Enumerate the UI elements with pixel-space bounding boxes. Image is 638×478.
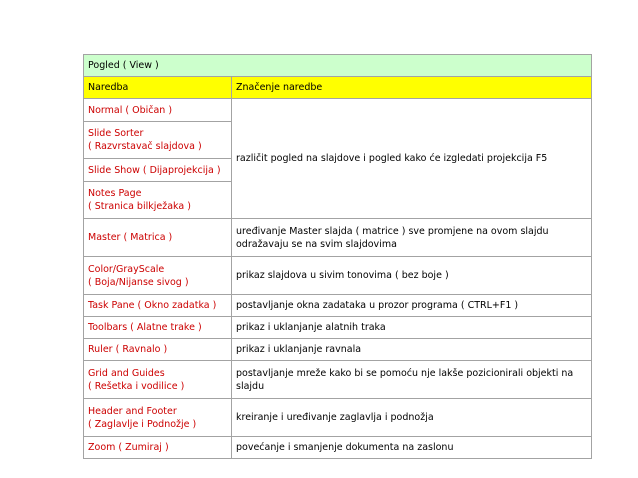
meaning-cell [232,317,592,339]
table-row [84,219,592,257]
command-text: ( Zaglavlje i Podnožje ) [88,418,197,430]
meaning-text: postavljanje mreže kako bi se pomoću nje lakše pozicionirali objekti na [236,367,574,379]
command-text: ( Boja/Nijanse sivog ) [88,276,189,288]
column-header-meaning: Značenje naredbe [232,77,592,99]
meaning-cell [232,295,592,317]
command-cell [84,257,232,295]
command-text: ( Stranica bilkježaka ) [88,201,191,212]
command-text: ( Rešetka i vodilice ) [88,380,185,392]
command-cell [84,437,232,459]
meaning-cell [232,339,592,361]
meaning-text: uređivanje Master slajda ( matrice ) sve promjene na ovom slajdu [236,225,549,237]
table-row [84,257,592,295]
command-cell [84,317,232,339]
meaning-text: povećanje i smanjenje dokumenta na zaslonu [236,442,454,453]
command-text: Zoom ( Zumiraj ) [88,442,169,453]
command-text: Ruler ( Ravnalo ) [88,344,168,355]
table-row [84,295,592,317]
command-text: Color/GrayScale [88,263,165,275]
command-cell [84,182,232,219]
command-text: Slide Show ( Dijaprojekcija ) [88,164,221,176]
command-text: Header and Footer [88,405,177,417]
command-cell [84,361,232,399]
command-cell [84,99,232,122]
table-header-row [84,77,592,99]
meaning-cell [232,219,592,257]
table-row [84,339,592,361]
command-cell [84,219,232,257]
command-text: Grid and Guides [88,367,165,379]
meaning-text: prikaz i uklanjanje ravnala [236,344,362,355]
column-header-command: Naredba [84,77,232,99]
table-title: Pogled ( View ) [84,55,592,77]
meaning-text: slajdu [236,380,265,392]
command-text: ( Razvrstavač slajdova ) [88,141,202,152]
meaning-cell [232,257,592,295]
table-row [84,317,592,339]
table-row [84,437,592,459]
command-text: Notes Page [88,188,142,199]
table-row [84,99,592,122]
command-cell [84,295,232,317]
command-text: Normal ( Običan ) [88,104,173,116]
view-commands-table [83,54,592,459]
meaning-text: prikaz i uklanjanje alatnih traka [236,322,386,333]
meaning-cell-merged [232,99,592,219]
meaning-text: kreiranje i uređivanje zaglavlja i podnožja [236,412,434,423]
command-text: Toolbars ( Alatne trake ) [88,322,202,333]
table-row [84,399,592,437]
table-title-row [84,55,592,77]
meaning-text: različit pogled na slajdove i pogled kako će izgledati projekcija F5 [236,153,548,164]
table-row [84,361,592,399]
command-cell [84,159,232,182]
meaning-text: odražavaju se na svim slajdovima [236,238,397,250]
meaning-text: prikaz slajdova u sivim tonovima ( bez boje ) [236,270,449,281]
command-cell [84,122,232,159]
command-text: Master ( Matrica ) [88,232,173,243]
command-text: Slide Sorter [88,128,144,139]
meaning-cell [232,437,592,459]
command-text: Task Pane ( Okno zadatka ) [88,300,217,311]
meaning-cell [232,399,592,437]
command-cell [84,339,232,361]
meaning-text: postavljanje okna zadataka u prozor programa ( CTRL+F1 ) [236,300,519,311]
meaning-cell [232,361,592,399]
command-cell [84,399,232,437]
